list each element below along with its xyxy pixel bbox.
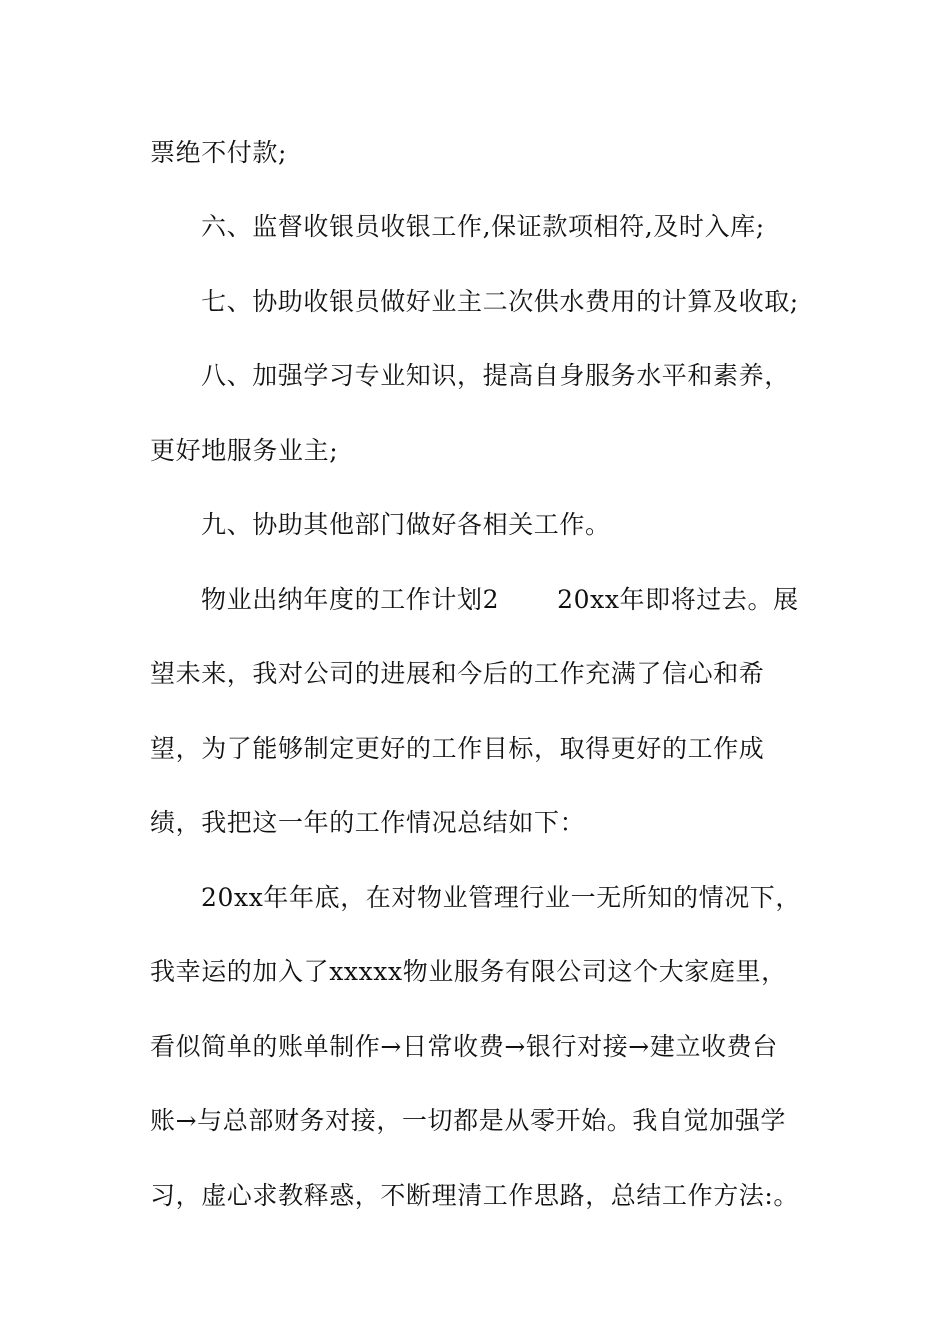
list-item-6: 六、监督收银员收银工作,保证款项相符,及时入库;	[201, 212, 765, 241]
text-line: 更好地服务业主;	[150, 436, 339, 465]
paragraph-start: 20xx年即将过去。展	[557, 585, 799, 614]
text-line: 望，为了能够制定更好的工作目标，取得更好的工作成	[150, 734, 765, 763]
paragraph-start: 20xx年年底，在对物业管理行业一无所知的情况下，	[201, 883, 802, 912]
section-heading-line	[201, 584, 799, 616]
text-line: 看似简单的账单制作→日常收费→银行对接→建立收费台	[150, 1032, 778, 1061]
list-item-9: 九、协助其他部门做好各相关工作。	[201, 510, 611, 539]
text-line: 票绝不付款;	[150, 138, 288, 167]
list-item-7: 七、协助收银员做好业主二次供水费用的计算及收取;	[201, 287, 799, 316]
text-line: 习，虚心求教释惑，不断理清工作思路，总结工作方法:。	[150, 1181, 800, 1210]
list-item-8: 八、加强学习专业知识，提高自身服务水平和素养，	[201, 361, 790, 390]
text-line: 望未来，我对公司的进展和今后的工作充满了信心和希	[150, 659, 765, 688]
section-heading: 物业出纳年度的工作计划2	[201, 585, 500, 614]
text-line: 我幸运的加入了xxxxx物业服务有限公司这个大家庭里，	[150, 957, 787, 986]
text-line: 绩，我把这一年的工作情况总结如下：	[150, 808, 586, 837]
text-line: 账→与总部财务对接，一切都是从零开始。我自觉加强学	[150, 1106, 786, 1135]
